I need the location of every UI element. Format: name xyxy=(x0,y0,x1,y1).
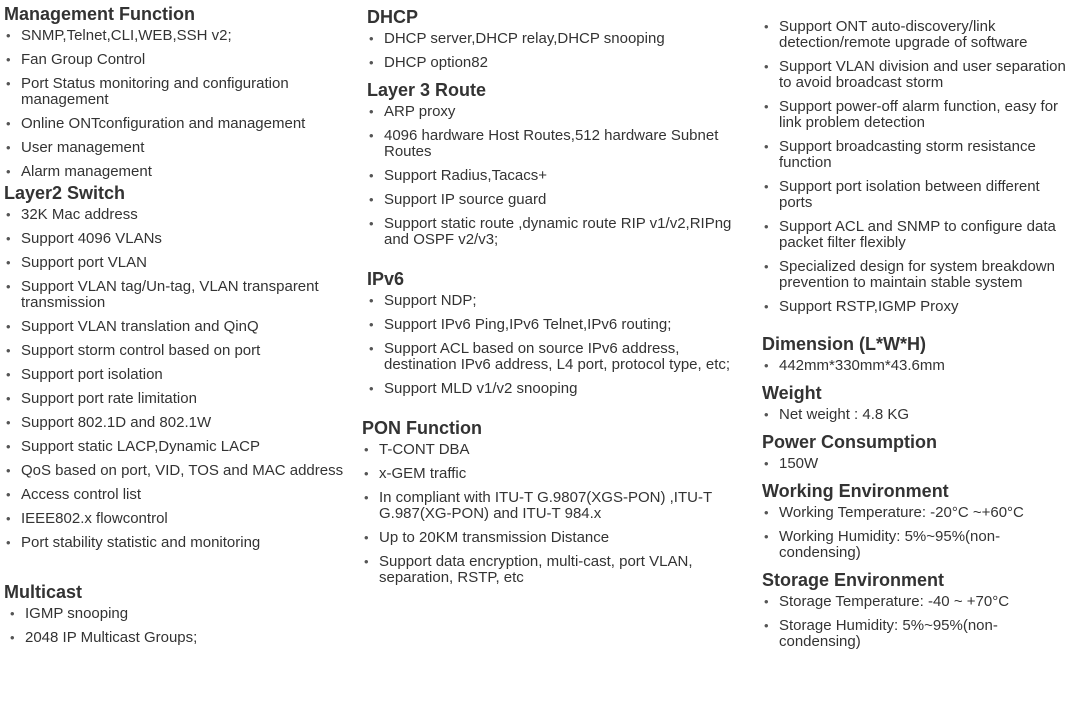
feature-list xyxy=(762,594,1071,650)
section-storage-environment xyxy=(762,569,1071,650)
list-item: • Support NDP; xyxy=(367,293,747,309)
section-power-consumption xyxy=(762,431,1071,472)
feature-list xyxy=(367,104,747,248)
section-title: DHCP xyxy=(367,7,419,27)
list-item: • Support MLD v1/v2 snooping xyxy=(367,381,747,397)
list-item: • T-CONT DBA xyxy=(362,442,747,458)
list-item: • Support port VLAN xyxy=(4,255,349,271)
list-item: • User management xyxy=(4,140,349,156)
list-item: • Support VLAN translation and QinQ xyxy=(4,319,349,335)
list-item: • Alarm management xyxy=(4,164,349,180)
list-item: • 442mm*330mm*43.6mm xyxy=(762,358,1071,374)
list-item: • 32K Mac address xyxy=(4,207,349,223)
section-layer2-switch xyxy=(4,182,349,551)
section-management-function xyxy=(4,3,349,180)
section-dhcp xyxy=(367,6,747,71)
list-item: • Support static LACP,Dynamic LACP xyxy=(4,439,349,455)
feature-list xyxy=(762,456,1071,472)
list-item: • QoS based on port, VID, TOS and MAC address xyxy=(4,463,349,479)
feature-list xyxy=(762,505,1071,561)
list-item: • Support ACL based on source IPv6 address, destination IPv6 address, L4 port, protocol type, etc; xyxy=(367,341,747,373)
list-item: • Up to 20KM transmission Distance xyxy=(362,530,747,546)
list-item: • Support port isolation between different ports xyxy=(762,179,1071,211)
section-title: Layer 3 Route xyxy=(367,80,487,100)
section-multicast xyxy=(4,581,349,646)
feature-list xyxy=(367,293,747,397)
list-item: • SNMP,Telnet,CLI,WEB,SSH v2; xyxy=(4,28,349,44)
list-item: • Working Humidity: 5%~95%(non-condensing) xyxy=(762,529,1071,561)
section-title: Power Consumption xyxy=(762,432,937,452)
list-item: • Support port isolation xyxy=(4,367,349,383)
list-item: • Support power-off alarm function, easy for link problem detection xyxy=(762,99,1071,131)
list-item: • Support broadcasting storm resistance function xyxy=(762,139,1071,171)
list-item: • In compliant with ITU-T G.9807(XGS-PON) ,ITU-T G.987(XG-PON) and ITU-T 984.x xyxy=(362,490,747,522)
list-item: • IEEE802.x flowcontrol xyxy=(4,511,349,527)
list-item: • x-GEM traffic xyxy=(362,466,747,482)
list-item: • Support ACL and SNMP to configure data packet filter flexibly xyxy=(762,219,1071,251)
column-right xyxy=(762,0,1071,658)
list-item: • Working Temperature: -20°C ~+60°C xyxy=(762,505,1071,521)
list-item: • Specialized design for system breakdown prevention to maintain stable system xyxy=(762,259,1071,291)
list-item: • 150W xyxy=(762,456,1071,472)
list-item: • IGMP snooping xyxy=(8,606,349,622)
list-item: • ARP proxy xyxy=(367,104,747,120)
list-item: • Net weight : 4.8 KG xyxy=(762,407,1071,423)
list-item: • Support data encryption, multi-cast, port VLAN, separation, RSTP, etc xyxy=(362,554,747,586)
feature-list xyxy=(762,407,1071,423)
list-item: • Storage Humidity: 5%~95%(non-condensing) xyxy=(762,618,1071,650)
list-item: • Support storm control based on port xyxy=(4,343,349,359)
list-item: • Support VLAN tag/Un-tag, VLAN transparent transmission xyxy=(4,279,349,311)
list-item: • Fan Group Control xyxy=(4,52,349,68)
list-item: • 2048 IP Multicast Groups; xyxy=(8,630,349,646)
section-title: Dimension (L*W*H) xyxy=(762,334,926,354)
section-title: Weight xyxy=(762,383,822,403)
feature-list xyxy=(762,19,1071,315)
section-title: Layer2 Switch xyxy=(4,183,126,203)
list-item: • Storage Temperature: -40 ~ +70°C xyxy=(762,594,1071,610)
list-item: • Support port rate limitation xyxy=(4,391,349,407)
feature-list xyxy=(367,31,747,71)
section-title: Management Function xyxy=(4,4,196,24)
list-item: • Support ONT auto-discovery/link detection/remote upgrade of software xyxy=(762,19,1071,51)
list-item: • Support 802.1D and 802.1W xyxy=(4,415,349,431)
feature-list xyxy=(8,606,349,646)
section-pon-features xyxy=(762,19,1071,315)
list-item: • Online ONTconfiguration and management xyxy=(4,116,349,132)
section-layer3-route xyxy=(367,79,747,248)
section-working-environment xyxy=(762,480,1071,561)
list-item: • Support RSTP,IGMP Proxy xyxy=(762,299,1071,315)
list-item: • DHCP server,DHCP relay,DHCP snooping xyxy=(367,31,747,47)
column-left xyxy=(4,0,349,654)
list-item: • Support VLAN division and user separation to avoid broadcast storm xyxy=(762,59,1071,91)
section-ipv6 xyxy=(367,268,747,397)
list-item: • DHCP option82 xyxy=(367,55,747,71)
list-item: • Support 4096 VLANs xyxy=(4,231,349,247)
section-title: Multicast xyxy=(4,582,83,602)
feature-list xyxy=(362,442,747,586)
section-title: Storage Environment xyxy=(762,570,945,590)
list-item: • Port stability statistic and monitoring xyxy=(4,535,349,551)
section-title: PON Function xyxy=(362,418,482,438)
section-weight xyxy=(762,382,1071,423)
list-item: • Support static route ,dynamic route RIP v1/v2,RIPng and OSPF v2/v3; xyxy=(367,216,747,248)
list-item: • 4096 hardware Host Routes,512 hardware Subnet Routes xyxy=(367,128,747,160)
list-item: • Port Status monitoring and configuration management xyxy=(4,76,349,108)
section-title: Working Environment xyxy=(762,481,949,501)
feature-list xyxy=(4,207,349,551)
column-middle xyxy=(362,0,747,594)
feature-list xyxy=(4,28,349,180)
list-item: • Access control list xyxy=(4,487,349,503)
list-item: • Support IPv6 Ping,IPv6 Telnet,IPv6 routing; xyxy=(367,317,747,333)
section-dimension xyxy=(762,333,1071,374)
feature-list xyxy=(762,358,1071,374)
list-item: • Support IP source guard xyxy=(367,192,747,208)
list-item: • Support Radius,Tacacs+ xyxy=(367,168,747,184)
section-pon-function xyxy=(362,417,747,586)
section-title: IPv6 xyxy=(367,269,405,289)
